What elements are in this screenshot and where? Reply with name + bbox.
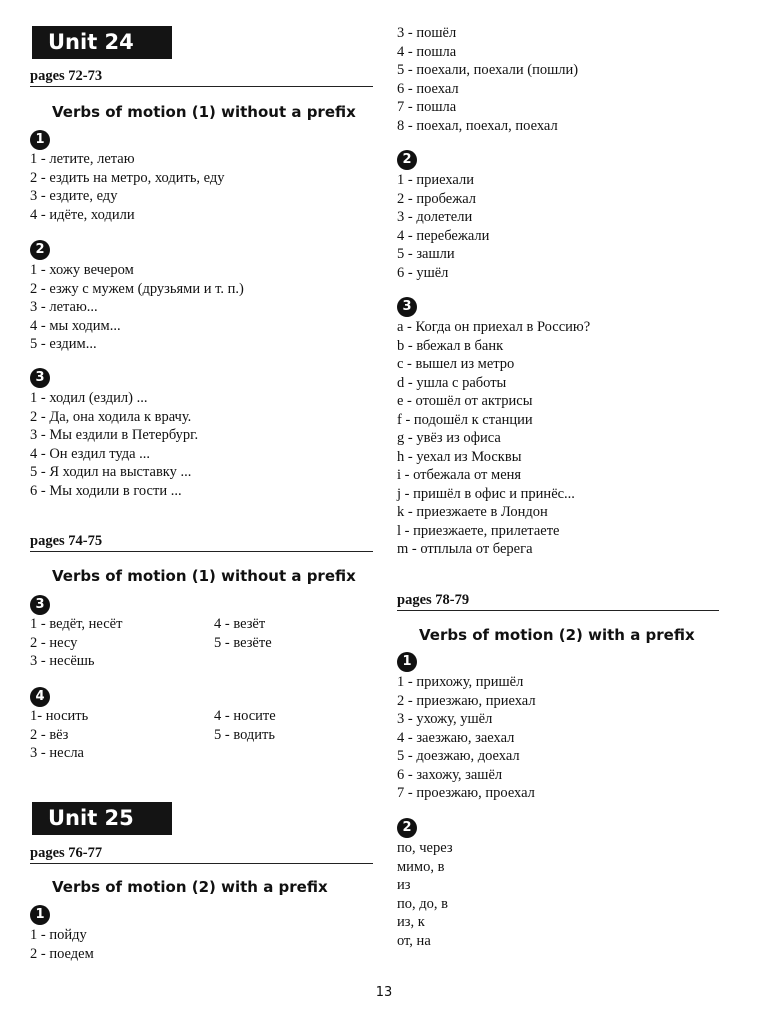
answer-item: 2 - приезжаю, приехал — [397, 692, 536, 709]
answer-item: по, до, в — [397, 895, 448, 912]
answer-item: b - вбежал в банк — [397, 337, 504, 354]
answer-item: 4 - заезжаю, заехал — [397, 729, 515, 746]
exercise-number-badge: 1 — [30, 130, 50, 150]
answer-item: g - увёз из офиса — [397, 430, 501, 446]
exercise-number-badge: 3 — [30, 368, 50, 388]
exercise-number-badge: 3 — [397, 297, 417, 317]
answer-item: 3 - летаю... — [30, 299, 98, 315]
answer-item: 4 - мы ходим... — [30, 317, 121, 334]
exercise-answers-list — [397, 171, 489, 282]
answer-item: 1 - хожу вечером — [30, 262, 134, 278]
answer-item: 3 - пошёл — [397, 25, 457, 41]
answer-item: m - отплыла от берега — [397, 541, 533, 557]
pages-heading-76-77: pages 76-77 — [30, 845, 373, 864]
answer-item: 1 - летите, летаю — [30, 151, 135, 167]
answer-item: 7 - проезжаю, проехал — [397, 785, 535, 801]
exercise-number-badge: 1 — [397, 652, 417, 672]
answer-item: 6 - Мы ходили в гости ... — [30, 482, 182, 499]
exercise-number-badge: 4 — [30, 687, 50, 707]
answer-item: 5 - зашли — [397, 246, 455, 262]
exercise-number-badge: 2 — [397, 150, 417, 170]
answer-item: 4 - носите — [214, 708, 276, 724]
answer-item: 5 - ездим... — [30, 336, 97, 352]
section-title: Verbs of motion (1) without a prefix — [52, 103, 356, 121]
pages-heading-72-73: pages 72-73 — [30, 68, 373, 87]
answer-item: 1 - прихожу, пришёл — [397, 674, 524, 690]
answer-item: i - отбежала от меня — [397, 467, 522, 483]
answers-column — [214, 615, 272, 652]
answer-item: 6 - ушёл — [397, 264, 449, 281]
answer-item: 1- носить — [30, 708, 89, 724]
answer-item: 5 - доезжаю, доехал — [397, 748, 520, 764]
exercise-answers-list — [397, 318, 590, 559]
answer-item: 2 - несу — [30, 634, 78, 651]
exercise-answers-list — [397, 673, 536, 803]
answer-item: от, на — [397, 932, 431, 949]
answer-item: 2 - Да, она ходила к врачу. — [30, 408, 192, 425]
answer-item: e - отошёл от актрисы — [397, 393, 533, 409]
exercise-answers-list — [30, 261, 244, 354]
answer-item: 5 - поехали, поехали (пошли) — [397, 62, 579, 78]
answer-item: 3 - ездите, еду — [30, 188, 118, 204]
answer-item: 3 - Мы ездили в Петербург. — [30, 427, 199, 443]
exercise-number-badge: 2 — [397, 818, 417, 838]
answer-item: 2 - поедем — [30, 945, 94, 962]
exercise-answers-list — [30, 926, 94, 963]
section-title: Verbs of motion (2) with a prefix — [419, 626, 695, 644]
answer-item: f - подошёл к станции — [397, 411, 533, 428]
answer-item: 5 - везёте — [214, 634, 272, 651]
answer-item: 4 - пошла — [397, 43, 457, 60]
answer-item: 6 - поехал — [397, 80, 459, 97]
exercise-number-badge: 2 — [30, 240, 50, 260]
answer-item: 1 - ходил (ездил) ... — [30, 390, 148, 406]
answer-item: a - Когда он приехал в Россию? — [397, 319, 591, 335]
answer-item: из, к — [397, 914, 425, 930]
pages-heading-74-75: pages 74-75 — [30, 533, 373, 552]
answer-item: 3 - несёшь — [30, 653, 95, 669]
answer-item: l - приезжаете, прилетаете — [397, 522, 560, 539]
exercise-number-badge: 1 — [30, 905, 50, 925]
answer-item: 1 - пойду — [30, 927, 87, 943]
answers-column — [30, 707, 88, 763]
answer-item: d - ушла с работы — [397, 374, 507, 391]
answer-item: 5 - водить — [214, 726, 275, 743]
answer-item: 2 - вёз — [30, 726, 69, 743]
exercise-number-badge: 3 — [30, 595, 50, 615]
answer-item: 8 - поехал, поехал, поехал — [397, 117, 558, 134]
unit-25-banner: Unit 25 — [32, 802, 172, 835]
answer-item: j - пришёл в офис и принёс... — [397, 485, 575, 502]
exercise-answers-list — [30, 150, 225, 224]
answer-item: h - уехал из Москвы — [397, 448, 522, 465]
answer-item: 3 - долетели — [397, 209, 473, 225]
answer-item: 1 - приехали — [397, 172, 474, 188]
answer-item: 4 - идёте, ходили — [30, 206, 135, 223]
answers-column — [30, 615, 122, 671]
continued-answers-list — [397, 24, 578, 135]
answer-item: 2 - езжу с мужем (друзьями и т. п.) — [30, 280, 244, 297]
pages-heading-78-79: pages 78-79 — [397, 592, 719, 611]
answer-item: 4 - перебежали — [397, 227, 490, 244]
answer-item: 4 - Он ездил туда ... — [30, 445, 151, 462]
answer-item: по, через — [397, 840, 453, 856]
answer-item: k - приезжаете в Лондон — [397, 504, 548, 520]
answer-item: мимо, в — [397, 858, 445, 875]
page-number: 13 — [375, 985, 393, 1000]
section-title: Verbs of motion (1) without a prefix — [52, 567, 356, 585]
answer-item: 1 - ведёт, несёт — [30, 616, 123, 632]
answer-item: 5 - Я ходил на выставку ... — [30, 464, 192, 480]
exercise-answers-list — [30, 389, 198, 500]
exercise-answers-list — [397, 839, 453, 950]
answer-item: из — [397, 877, 411, 893]
answer-item: 2 - пробежал — [397, 190, 477, 207]
section-title: Verbs of motion (2) with a prefix — [52, 878, 328, 896]
answer-item: 3 - ухожу, ушёл — [397, 711, 493, 727]
answer-item: c - вышел из метро — [397, 356, 515, 372]
answer-item: 7 - пошла — [397, 99, 457, 115]
answer-item: 6 - захожу, зашёл — [397, 766, 503, 783]
answer-item: 3 - несла — [30, 745, 84, 761]
unit-24-banner: Unit 24 — [32, 26, 172, 59]
answer-item: 4 - везёт — [214, 616, 266, 632]
answers-column — [214, 707, 276, 744]
answer-item: 2 - ездить на метро, ходить, еду — [30, 169, 225, 186]
